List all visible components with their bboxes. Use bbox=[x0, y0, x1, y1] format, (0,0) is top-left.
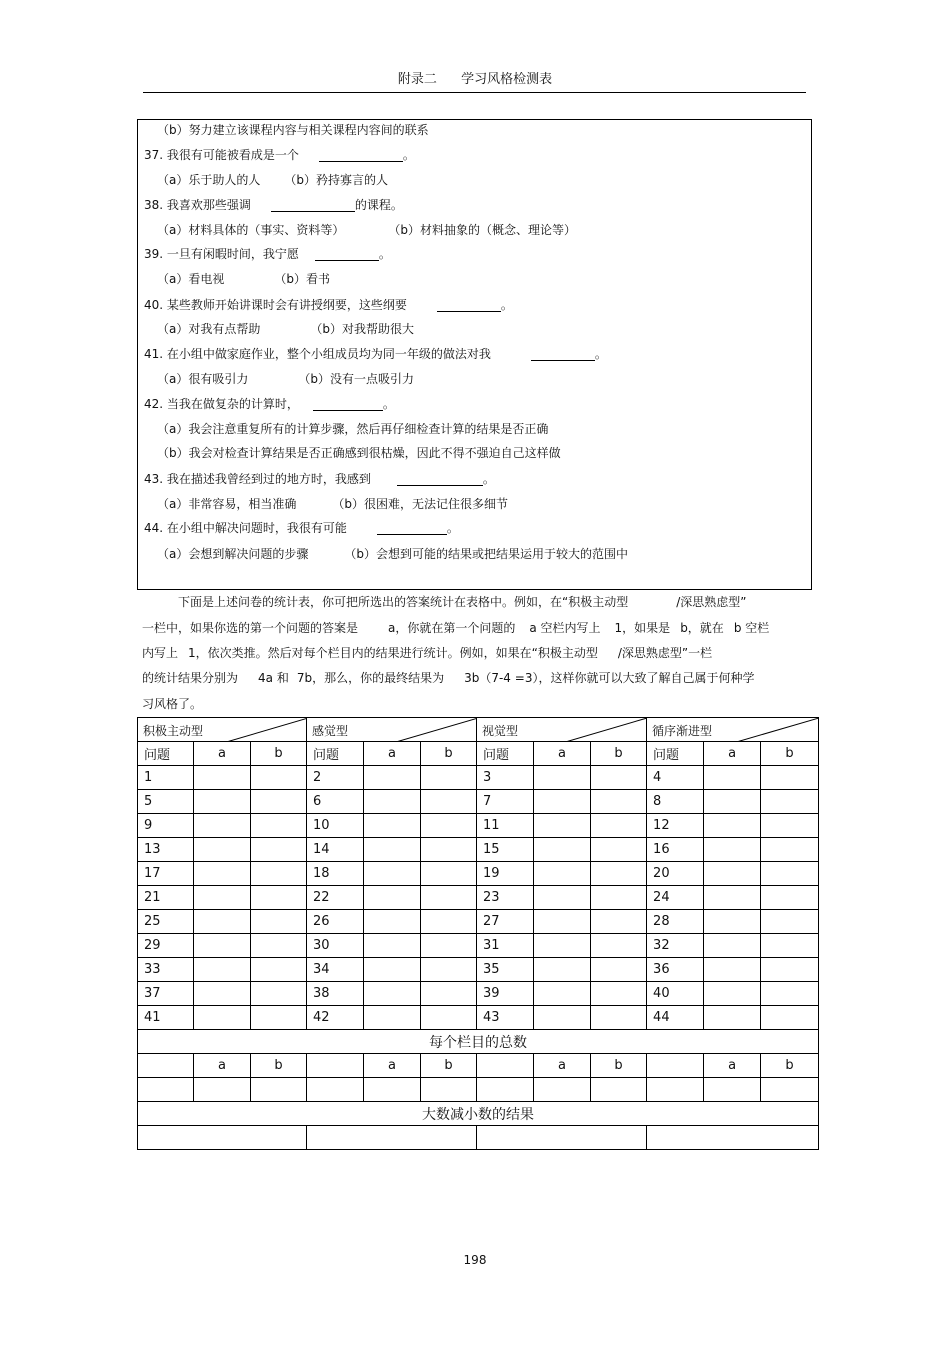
header-divider bbox=[143, 92, 806, 93]
question-number-cell: 19 bbox=[477, 862, 534, 886]
question-number-cell: 25 bbox=[138, 910, 194, 934]
answer-a-cell[interactable] bbox=[364, 958, 421, 982]
answer-b-cell[interactable] bbox=[591, 838, 647, 862]
header-label: 附录二 bbox=[397, 72, 437, 87]
answer-b-cell[interactable] bbox=[761, 814, 819, 838]
statistics-table bbox=[137, 717, 819, 1150]
col-header-b: b bbox=[421, 742, 477, 766]
answer-a-cell[interactable] bbox=[704, 838, 761, 862]
answer-a-cell[interactable] bbox=[194, 958, 251, 982]
question-number-cell: 24 bbox=[647, 886, 704, 910]
question-number-cell: 44 bbox=[647, 1006, 704, 1030]
question-number-cell: 39 bbox=[477, 982, 534, 1006]
option-row: （a）很有吸引力 （b）没有一点吸引力 bbox=[157, 372, 414, 386]
total-b-cell[interactable] bbox=[251, 1078, 307, 1102]
answer-a-cell[interactable] bbox=[534, 910, 591, 934]
question-number-cell: 35 bbox=[477, 958, 534, 982]
answer-a-cell[interactable] bbox=[534, 934, 591, 958]
answer-a-cell[interactable] bbox=[534, 982, 591, 1006]
answer-a-cell[interactable] bbox=[194, 790, 251, 814]
col-header-a: a bbox=[364, 742, 421, 766]
group-header-row bbox=[138, 718, 819, 742]
blank-cell bbox=[477, 1078, 534, 1102]
question-44: 44. 在小组中解决问题时，我很有可能 。 bbox=[144, 521, 459, 535]
question-number-cell: 21 bbox=[138, 886, 194, 910]
total-a-header: a bbox=[704, 1054, 761, 1078]
table-row bbox=[138, 958, 819, 982]
table-row bbox=[138, 982, 819, 1006]
answer-b-cell[interactable] bbox=[761, 790, 819, 814]
answer-b-cell[interactable] bbox=[251, 910, 307, 934]
answer-b-cell[interactable] bbox=[591, 982, 647, 1006]
col-header-a: a bbox=[534, 742, 591, 766]
answer-b-cell[interactable] bbox=[591, 790, 647, 814]
col-header-b: b bbox=[761, 742, 819, 766]
blank-cell bbox=[138, 1078, 194, 1102]
col-header-question: 问题 bbox=[477, 742, 534, 766]
answer-a-cell[interactable] bbox=[364, 910, 421, 934]
answer-a-cell[interactable] bbox=[704, 766, 761, 790]
answer-b-cell[interactable] bbox=[251, 886, 307, 910]
answer-a-cell[interactable] bbox=[704, 886, 761, 910]
question-number-cell: 6 bbox=[307, 790, 364, 814]
answer-a-cell[interactable] bbox=[534, 814, 591, 838]
answer-a-cell[interactable] bbox=[704, 814, 761, 838]
answer-b-cell[interactable] bbox=[251, 766, 307, 790]
answer-b-cell[interactable] bbox=[761, 934, 819, 958]
answer-b-cell[interactable] bbox=[591, 934, 647, 958]
question-number-cell: 26 bbox=[307, 910, 364, 934]
question-number-cell: 14 bbox=[307, 838, 364, 862]
question-number-cell: 7 bbox=[477, 790, 534, 814]
answer-a-cell[interactable] bbox=[194, 910, 251, 934]
answer-b-cell[interactable] bbox=[251, 862, 307, 886]
answer-a-cell[interactable] bbox=[704, 910, 761, 934]
total-value-row bbox=[138, 1078, 819, 1102]
total-a-cell[interactable] bbox=[364, 1078, 421, 1102]
option-row: （a）会想到解决问题的步骤 （b）会想到可能的结果或把结果运用于较大的范围中 bbox=[157, 547, 628, 561]
col-header-b: b bbox=[251, 742, 307, 766]
blank-cell bbox=[307, 1054, 364, 1078]
question-number-cell: 43 bbox=[477, 1006, 534, 1030]
answer-b-cell[interactable] bbox=[591, 862, 647, 886]
answer-a-cell[interactable] bbox=[704, 958, 761, 982]
total-b-cell[interactable] bbox=[761, 1078, 819, 1102]
col-header-question: 问题 bbox=[138, 742, 194, 766]
question-40: 40. 某些教师开始讲课时会有讲授纲要，这些纲要 。 bbox=[144, 298, 513, 312]
answer-b-cell[interactable] bbox=[591, 910, 647, 934]
answer-b-cell[interactable] bbox=[421, 982, 477, 1006]
question-number-cell: 10 bbox=[307, 814, 364, 838]
answer-b-cell[interactable] bbox=[591, 766, 647, 790]
option-row: （a）看电视 （b）看书 bbox=[157, 272, 330, 286]
answer-a-cell[interactable] bbox=[704, 1006, 761, 1030]
question-number-cell: 37 bbox=[138, 982, 194, 1006]
answer-a-cell[interactable] bbox=[534, 886, 591, 910]
answer-a-cell[interactable] bbox=[364, 886, 421, 910]
question-43: 43. 我在描述我曾经到过的地方时，我感到 。 bbox=[144, 472, 495, 486]
option-row: （a）对我有点帮助 （b）对我帮助很大 bbox=[157, 322, 414, 336]
answer-b-cell[interactable] bbox=[421, 958, 477, 982]
result-label-row bbox=[138, 1102, 819, 1126]
result-value-row bbox=[138, 1126, 819, 1150]
answer-b-cell[interactable] bbox=[761, 886, 819, 910]
question-number-cell: 20 bbox=[647, 862, 704, 886]
question-number-cell: 32 bbox=[647, 934, 704, 958]
answer-a-cell[interactable] bbox=[534, 958, 591, 982]
answer-a-cell[interactable] bbox=[534, 766, 591, 790]
question-38: 38. 我喜欢那些强调 的课程。 bbox=[144, 198, 403, 212]
answer-a-cell[interactable] bbox=[704, 982, 761, 1006]
instruction-line-3: 内写上 1，依次类推。然后对每个栏目内的结果进行统计。例如，如果在“积极主动型 /深思熟虑型”一栏 bbox=[142, 646, 713, 660]
carry-option: （b）努力建立该课程内容与相关课程内容间的联系 bbox=[157, 123, 429, 137]
answer-a-cell[interactable] bbox=[364, 814, 421, 838]
question-number-cell: 18 bbox=[307, 862, 364, 886]
header-title: 学习风格检测表 bbox=[461, 72, 553, 87]
question-number-cell: 5 bbox=[138, 790, 194, 814]
answer-b-cell[interactable] bbox=[251, 1006, 307, 1030]
blank-cell bbox=[647, 1078, 704, 1102]
answer-blank[interactable] bbox=[377, 521, 447, 535]
question-number-cell: 4 bbox=[647, 766, 704, 790]
answer-a-cell[interactable] bbox=[364, 766, 421, 790]
answer-blank[interactable] bbox=[313, 397, 383, 411]
instruction-line-5: 习风格了。 bbox=[142, 697, 203, 711]
question-39: 39. 一旦有闲暇时间，我宁愿 。 bbox=[144, 247, 391, 261]
total-b-header: b bbox=[761, 1054, 819, 1078]
question-number-cell: 17 bbox=[138, 862, 194, 886]
answer-b-cell[interactable] bbox=[251, 934, 307, 958]
group-header-cell: 循序渐进型 bbox=[647, 718, 819, 742]
total-b-header: b bbox=[251, 1054, 307, 1078]
group-header-cell: 视觉型 bbox=[477, 718, 647, 742]
result-cell[interactable] bbox=[647, 1126, 819, 1150]
instruction-line-2: 一栏中，如果你选的第一个问题的答案是 a，你就在第一个问题的 a 空栏内写上 1，如果是 b，就在 b 空栏 bbox=[142, 621, 770, 635]
table-row bbox=[138, 790, 819, 814]
total-a-header: a bbox=[364, 1054, 421, 1078]
question-number-cell: 34 bbox=[307, 958, 364, 982]
table-row bbox=[138, 910, 819, 934]
question-number-cell: 36 bbox=[647, 958, 704, 982]
answer-b-cell[interactable] bbox=[761, 862, 819, 886]
answer-b-cell[interactable] bbox=[591, 958, 647, 982]
instruction-line-1: 下面是上述问卷的统计表，你可把所选出的答案统计在表格中。例如，在“积极主动型 /深思熟虑型” bbox=[178, 595, 747, 609]
question-number-cell: 28 bbox=[647, 910, 704, 934]
total-label-row bbox=[138, 1030, 819, 1054]
answer-b-cell[interactable] bbox=[421, 766, 477, 790]
question-37: 37. 我很有可能被看成是一个 。 bbox=[144, 148, 415, 162]
blank-cell bbox=[138, 1054, 194, 1078]
total-b-header: b bbox=[421, 1054, 477, 1078]
answer-a-cell[interactable] bbox=[364, 934, 421, 958]
blank-cell bbox=[477, 1054, 534, 1078]
result-cell[interactable] bbox=[307, 1126, 477, 1150]
question-number-cell: 29 bbox=[138, 934, 194, 958]
answer-blank[interactable] bbox=[531, 347, 595, 361]
page-header bbox=[0, 68, 950, 87]
table-row bbox=[138, 766, 819, 790]
answer-a-cell[interactable] bbox=[194, 982, 251, 1006]
answer-a-cell[interactable] bbox=[194, 1006, 251, 1030]
answer-a-cell[interactable] bbox=[364, 1006, 421, 1030]
answer-a-cell[interactable] bbox=[534, 790, 591, 814]
answer-blank[interactable] bbox=[315, 247, 379, 261]
answer-a-cell[interactable] bbox=[364, 838, 421, 862]
answer-b-cell[interactable] bbox=[251, 790, 307, 814]
question-number-cell: 11 bbox=[477, 814, 534, 838]
answer-b-cell[interactable] bbox=[421, 910, 477, 934]
option-row: （a）非常容易，相当准确 （b）很困难，无法记住很多细节 bbox=[157, 497, 508, 511]
answer-blank[interactable] bbox=[397, 472, 483, 486]
question-number-cell: 41 bbox=[138, 1006, 194, 1030]
answer-b-cell[interactable] bbox=[761, 958, 819, 982]
question-number-cell: 42 bbox=[307, 1006, 364, 1030]
answer-b-cell[interactable] bbox=[591, 1006, 647, 1030]
total-a-cell[interactable] bbox=[704, 1078, 761, 1102]
question-number-cell: 3 bbox=[477, 766, 534, 790]
blank-cell bbox=[647, 1054, 704, 1078]
answer-a-cell[interactable] bbox=[534, 838, 591, 862]
answer-b-cell[interactable] bbox=[761, 766, 819, 790]
answer-blank[interactable] bbox=[437, 298, 501, 312]
question-42: 42. 当我在做复杂的计算时， 。 bbox=[144, 397, 395, 411]
table-row bbox=[138, 886, 819, 910]
table-row bbox=[138, 814, 819, 838]
answer-b-cell[interactable] bbox=[421, 862, 477, 886]
answer-blank[interactable] bbox=[319, 148, 403, 162]
table-row bbox=[138, 1006, 819, 1030]
question-number-cell: 31 bbox=[477, 934, 534, 958]
result-label: 大数减小数的结果 bbox=[138, 1102, 819, 1126]
answer-b-cell[interactable] bbox=[761, 838, 819, 862]
answer-b-cell[interactable] bbox=[761, 910, 819, 934]
result-cell[interactable] bbox=[477, 1126, 647, 1150]
answer-b-cell[interactable] bbox=[421, 838, 477, 862]
answer-b-cell[interactable] bbox=[421, 934, 477, 958]
col-header-question: 问题 bbox=[647, 742, 704, 766]
option-row: （a）材料具体的（事实、资料等） （b）材料抽象的（概念、理论等） bbox=[157, 223, 576, 237]
total-a-header: a bbox=[534, 1054, 591, 1078]
total-header-row bbox=[138, 1054, 819, 1078]
question-number-cell: 27 bbox=[477, 910, 534, 934]
answer-a-cell[interactable] bbox=[704, 790, 761, 814]
col-header-a: a bbox=[194, 742, 251, 766]
col-header-question: 问题 bbox=[307, 742, 364, 766]
question-number-cell: 1 bbox=[138, 766, 194, 790]
answer-a-cell[interactable] bbox=[704, 862, 761, 886]
answer-a-cell[interactable] bbox=[364, 790, 421, 814]
col-header-a: a bbox=[704, 742, 761, 766]
answer-b-cell[interactable] bbox=[761, 982, 819, 1006]
result-cell[interactable] bbox=[138, 1126, 307, 1150]
question-number-cell: 9 bbox=[138, 814, 194, 838]
table-row bbox=[138, 934, 819, 958]
table-row bbox=[138, 838, 819, 862]
answer-a-cell[interactable] bbox=[194, 766, 251, 790]
blank-cell bbox=[307, 1078, 364, 1102]
question-number-cell: 8 bbox=[647, 790, 704, 814]
total-a-cell[interactable] bbox=[194, 1078, 251, 1102]
question-number-cell: 16 bbox=[647, 838, 704, 862]
answer-b-cell[interactable] bbox=[421, 790, 477, 814]
answer-a-cell[interactable] bbox=[194, 934, 251, 958]
answer-a-cell[interactable] bbox=[364, 862, 421, 886]
answer-b-cell[interactable] bbox=[251, 958, 307, 982]
total-b-cell[interactable] bbox=[421, 1078, 477, 1102]
option-row: （b）我会对检查计算结果是否正确感到很枯燥，因此不得不强迫自己这样做 bbox=[157, 446, 561, 460]
total-label: 每个栏目的总数 bbox=[138, 1030, 819, 1054]
answer-b-cell[interactable] bbox=[251, 814, 307, 838]
table-row bbox=[138, 862, 819, 886]
question-number-cell: 13 bbox=[138, 838, 194, 862]
question-number-cell: 22 bbox=[307, 886, 364, 910]
question-number-cell: 2 bbox=[307, 766, 364, 790]
option-row: （a）乐于助人的人 （b）矜持寡言的人 bbox=[157, 173, 388, 187]
answer-a-cell[interactable] bbox=[194, 862, 251, 886]
answer-b-cell[interactable] bbox=[591, 814, 647, 838]
question-number-cell: 15 bbox=[477, 838, 534, 862]
answer-b-cell[interactable] bbox=[421, 814, 477, 838]
total-a-header: a bbox=[194, 1054, 251, 1078]
answer-a-cell[interactable] bbox=[364, 982, 421, 1006]
answer-a-cell[interactable] bbox=[534, 862, 591, 886]
total-a-cell[interactable] bbox=[534, 1078, 591, 1102]
question-number-cell: 30 bbox=[307, 934, 364, 958]
question-number-cell: 33 bbox=[138, 958, 194, 982]
column-header-row bbox=[138, 742, 819, 766]
page-number: 198 bbox=[463, 1253, 487, 1267]
option-row: （a）我会注意重复所有的计算步骤，然后再仔细检查计算的结果是否正确 bbox=[157, 422, 549, 436]
question-number-cell: 38 bbox=[307, 982, 364, 1006]
question-number-cell: 40 bbox=[647, 982, 704, 1006]
question-41: 41. 在小组中做家庭作业，整个小组成员均为同一年级的做法对我 。 bbox=[144, 347, 607, 361]
answer-a-cell[interactable] bbox=[194, 814, 251, 838]
question-number-cell: 23 bbox=[477, 886, 534, 910]
answer-b-cell[interactable] bbox=[421, 886, 477, 910]
total-b-cell[interactable] bbox=[591, 1078, 647, 1102]
answer-b-cell[interactable] bbox=[421, 1006, 477, 1030]
answer-a-cell[interactable] bbox=[194, 838, 251, 862]
answer-b-cell[interactable] bbox=[591, 886, 647, 910]
answer-a-cell[interactable] bbox=[534, 1006, 591, 1030]
answer-b-cell[interactable] bbox=[761, 1006, 819, 1030]
instruction-line-4: 的统计结果分别为 4a 和 7b，那么，你的最终结果为 3b（7-4 =3），这样你就可以大致了解自己属于何种学 bbox=[142, 671, 755, 685]
col-header-b: b bbox=[591, 742, 647, 766]
answer-blank[interactable] bbox=[271, 198, 355, 212]
group-header-cell: 积极主动型 bbox=[138, 718, 307, 742]
question-number-cell: 12 bbox=[647, 814, 704, 838]
answer-a-cell[interactable] bbox=[194, 886, 251, 910]
group-header-cell: 感觉型 bbox=[307, 718, 477, 742]
total-b-header: b bbox=[591, 1054, 647, 1078]
answer-b-cell[interactable] bbox=[251, 982, 307, 1006]
answer-a-cell[interactable] bbox=[704, 934, 761, 958]
answer-b-cell[interactable] bbox=[251, 838, 307, 862]
